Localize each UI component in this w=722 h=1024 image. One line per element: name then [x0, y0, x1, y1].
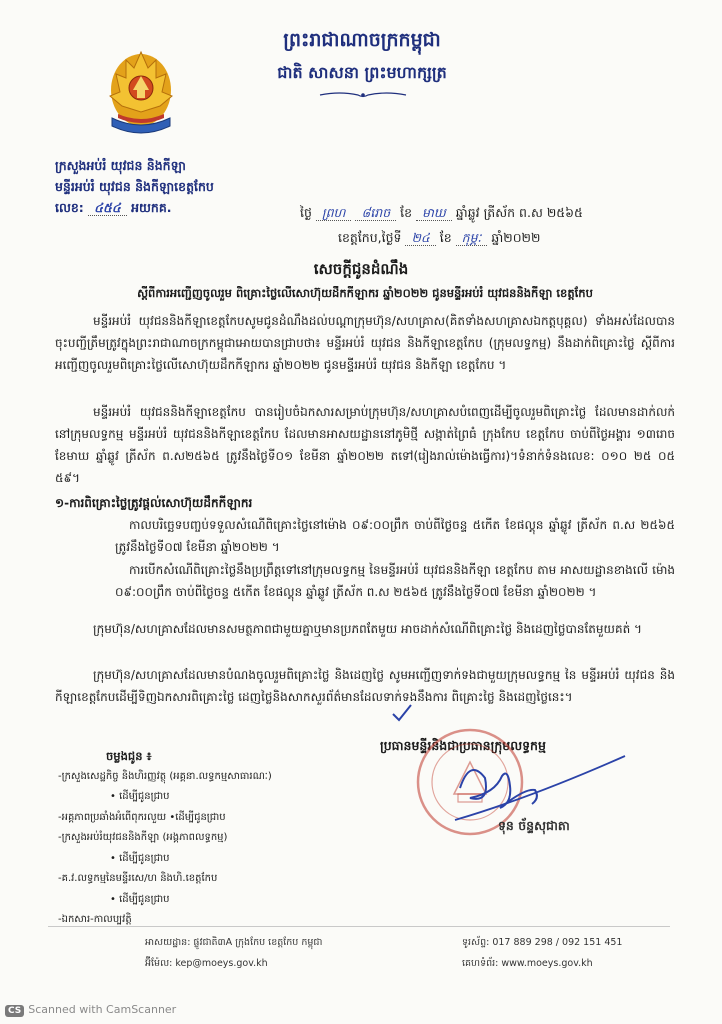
reference-number: ៤៥៤ — [88, 200, 127, 216]
footer-divider — [48, 926, 670, 927]
footer-contact-right — [462, 932, 702, 974]
footer-contact-left — [145, 932, 445, 974]
body-paragraph-3: ក្រុមហ៊ុន/សហគ្រាសដែលមានសមត្ថភាពជាមួយគ្នាឬមានប្រភពតែមួយ អាចដាក់សំណើពិគ្រោះថ្លៃ និងដេញថ្លៃបានតែមួយគត់ ។ — [93, 622, 642, 636]
section-1-heading: ១-ការពិគ្រោះថ្លៃត្រូវផ្តល់សោហ៊ុយដឹកកីឡាករ — [55, 496, 253, 510]
body-paragraph-2: មន្ទីរអប់រំ យុវជននិងកីឡាខេត្តកែប បានរៀបចំឯកសារសម្រាប់ក្រុមហ៊ុន/សហគ្រាសបំពេញដើម្បីចូលរួមពិគ្រោះថ្លៃ ដែលមានដាក់លក់នៅក្រុមលទ្ធកម្ម មន្ទីរអប់រំ យុវជននិងកីឡាខេត្តកែប ដែលមានអាសយដ្ឋាននៅភូមិថ្មី សង្កាត់ព្រៃធំ ក្រុងកែប ខេត្តកែប ចាប់ពីថ្ងៃអង្គារ ១៣រោច ខែមាឃ ឆ្នាំឆ្លូវ ត្រីស័ក ព.ស២៥៦៥ ត្រូវនឹងថ្ងៃទី០១ ខែមីនា ឆ្នាំ២០២២ តទៅ(រៀងរាល់ម៉ោងធ្វើការ)។ទំនាក់ទំនងលេខ: ០១០ ២៥ ០៥ ៥៩។ — [55, 405, 675, 485]
footer-email: អ៊ីម៉ែល: kep@moeys.gov.kh — [145, 958, 268, 969]
lunar-day: ៨រោច — [355, 205, 396, 221]
header-ornament — [318, 90, 408, 100]
place-day-label: ខេត្តកែប,ថ្ងៃទី — [338, 230, 402, 245]
department-name: មន្ទីរអប់រំ យុវជន និងកីឡាខេត្តកែប — [55, 179, 214, 194]
footer-address: អាសយដ្ឋាន: ផ្លូវជាតិ៣A ក្រុងកែប ខេត្តកែប កម្ពុជា — [145, 937, 323, 948]
document-subtitle: ស្តីពីការអញ្ជើញចូលរួម ពិគ្រោះថ្លៃលើសោហ៊ុយដឹកកីឡាករ ឆ្នាំ២០២២ ជូនមន្ទីរអប់រំ យុវជននិងកីឡា ខេត្តកែប — [137, 286, 593, 300]
month-label: ខែ — [400, 205, 413, 220]
solar-year: ឆ្នាំ២០២២ — [491, 230, 541, 245]
section-1-opening-details: ការបើកសំណើពិគ្រោះថ្លៃនឹងប្រព្រឹត្តទៅនៅក្រុមលទ្ធកម្ម នៃមន្ទីរអប់រំ យុវជននិងកីឡា ខេត្តកែប តាម អាសយដ្ឋានខាងលើ ម៉ោង ០៩:០០ព្រឹក ចាប់ពីថ្ងៃចន្ទ ៥កើត ខែផល្គុន ឆ្នាំឆ្លូវ ត្រីស័ក ព.ស ២៥៦៥ ត្រូវនឹងថ្ងៃទី០៧ ខែមីនា ឆ្នាំ២០២២ ។ — [115, 563, 675, 599]
camscanner-text: Scanned with CamScanner — [28, 1003, 177, 1016]
lunar-month: មាឃ — [416, 205, 452, 221]
signatory-title: ប្រធានមន្ទីរនិងជាប្រធានក្រុមលទ្ធកម្ម — [380, 738, 546, 753]
list-item: -ឯកសារ-កាលប្បវត្តិ — [58, 914, 132, 925]
copy-to-list — [58, 746, 398, 931]
copy-to-heading: ចម្លងជូន ៖ — [106, 749, 152, 763]
footer-website: គេហទំព័រ: www.moeys.gov.kh — [462, 958, 593, 969]
body-paragraph-1: មន្ទីរអប់រំ យុវជននិងកីឡាខេត្តកែបសូមជូនដំណឹងដល់បណ្តាក្រុមហ៊ុន/សហគ្រាស(គិតទាំងសហគ្រាសឯកត្តបុគ្គល) ទាំងអស់ដែលបានចុះបញ្ជីត្រឹមត្រូវក្នុងព្រះរាជាណាចក្រកម្ពុជាអោយបានជ្រាបថា៖ មន្ទីរអប់រំ យុវជន និងកីឡាខេត្តកែប (ក្រុមលទ្ធកម្ម) នឹងដាក់ពិគ្រោះថ្លៃ ស្តីពីការអញ្ជើញចូលរួមពិគ្រោះថ្លៃលើសោហ៊ុយដឹកកីឡាករ ឆ្នាំ២០២២ ជូនមន្ទីរអប់រំ យុវជន និងកីឡា ខេត្តកែប ។ — [55, 314, 675, 372]
month-label: ខែ — [439, 230, 452, 245]
list-item-note: • ដើម្បីជូនជ្រាប — [58, 849, 398, 870]
solar-date-line — [338, 230, 698, 249]
document-title: សេចក្តីជូនដំណឹង — [313, 260, 409, 278]
list-item-org: -អគ្គភាពប្រឆាំងអំពើពុករលួយ — [58, 811, 167, 823]
footer-phone: ទូរស័ព្ទ: 017 889 298 / 092 151 451 — [462, 937, 623, 948]
reference-suffix: អយកគ. — [131, 200, 172, 215]
list-item: -ក្រសួងសេដ្ឋកិច្ច និងហិរញ្ញវត្ថុ (អគ្គនា.លទ្ធកម្មសាធារណៈ) — [58, 770, 272, 782]
section-1-submission-deadline: កាលបរិច្ឆេទបញ្ចប់ទទួលសំណើពិគ្រោះថ្លៃនៅម៉ោង ០៩:០០ព្រឹក ចាប់ពីថ្ងៃចន្ទ ៥កើត ខែផល្គុន ឆ្នាំឆ្លូវ ត្រីស័ក ព.ស ២៥៦៥ ត្រូវនឹងថ្ងៃទី០៧ ខែមីនា ឆ្នាំ២០២២ ។ — [115, 518, 675, 554]
national-motto: ជាតិ សាសនា ព្រះមហាក្សត្រ — [277, 63, 447, 82]
signatory-name: ទុន ច័ន្ទសុជាតា — [498, 818, 570, 833]
list-item-note: • ដើម្បីជូនជ្រាប — [58, 787, 398, 808]
reference-label: លេខ: — [55, 200, 84, 215]
body-paragraph-4: ក្រុមហ៊ុន/សហគ្រាសដែលមានបំណងចូលរួមពិគ្រោះថ្លៃ និងដេញថ្លៃ សូមអញ្ជើញទាក់ទងជាមួយក្រុមលទ្ធកម្ម នៃ មន្ទីរអប់រំ យុវជន និងកីឡាខេត្តកែបដើម្បីទិញឯកសារពិគ្រោះថ្លៃ ដេញថ្លៃនិងសាកសួរព័ត៌មានដែលទាក់ទងនឹងការ ពិគ្រោះថ្លៃ និងដេញថ្លៃនេះ។ — [55, 668, 675, 704]
list-item: -ក្រសួងអប់រំយុវជននិងកីឡា (អង្គភាពលទ្ធកម្ម) — [58, 832, 228, 843]
camscanner-watermark — [5, 1003, 176, 1017]
ministry-emblem — [104, 46, 178, 142]
handwritten-check-icon — [390, 702, 414, 724]
list-item-note: • ដើម្បីជូនជ្រាប — [169, 812, 225, 823]
handwritten-signature — [440, 748, 630, 828]
day-label: ថ្ងៃ — [300, 205, 312, 220]
lunar-year: ឆ្នាំឆ្លូវ ត្រីស័ក ព.ស ២៥៦៥ — [455, 205, 583, 220]
ministry-name: ក្រសួងអប់រំ យុវជន និងកីឡា — [55, 158, 186, 173]
camscanner-logo-icon: CS — [5, 1005, 24, 1017]
lunar-date-line — [300, 205, 700, 224]
list-item-note: • ដើម្បីជូនជ្រាប — [58, 890, 398, 911]
solar-month: កុម្ភៈ — [456, 230, 488, 246]
solar-day: ២៤ — [405, 230, 435, 246]
weekday: ព្រហ — [316, 205, 352, 221]
kingdom-heading: ព្រះរាជាណាចក្រកម្ពុជា — [283, 29, 441, 51]
list-item — [58, 808, 398, 829]
list-item: -គ.វ.លទ្ធកម្មនៃមន្ទីរសេ/ហ និងហិ.ខេត្តកែប — [58, 873, 218, 884]
